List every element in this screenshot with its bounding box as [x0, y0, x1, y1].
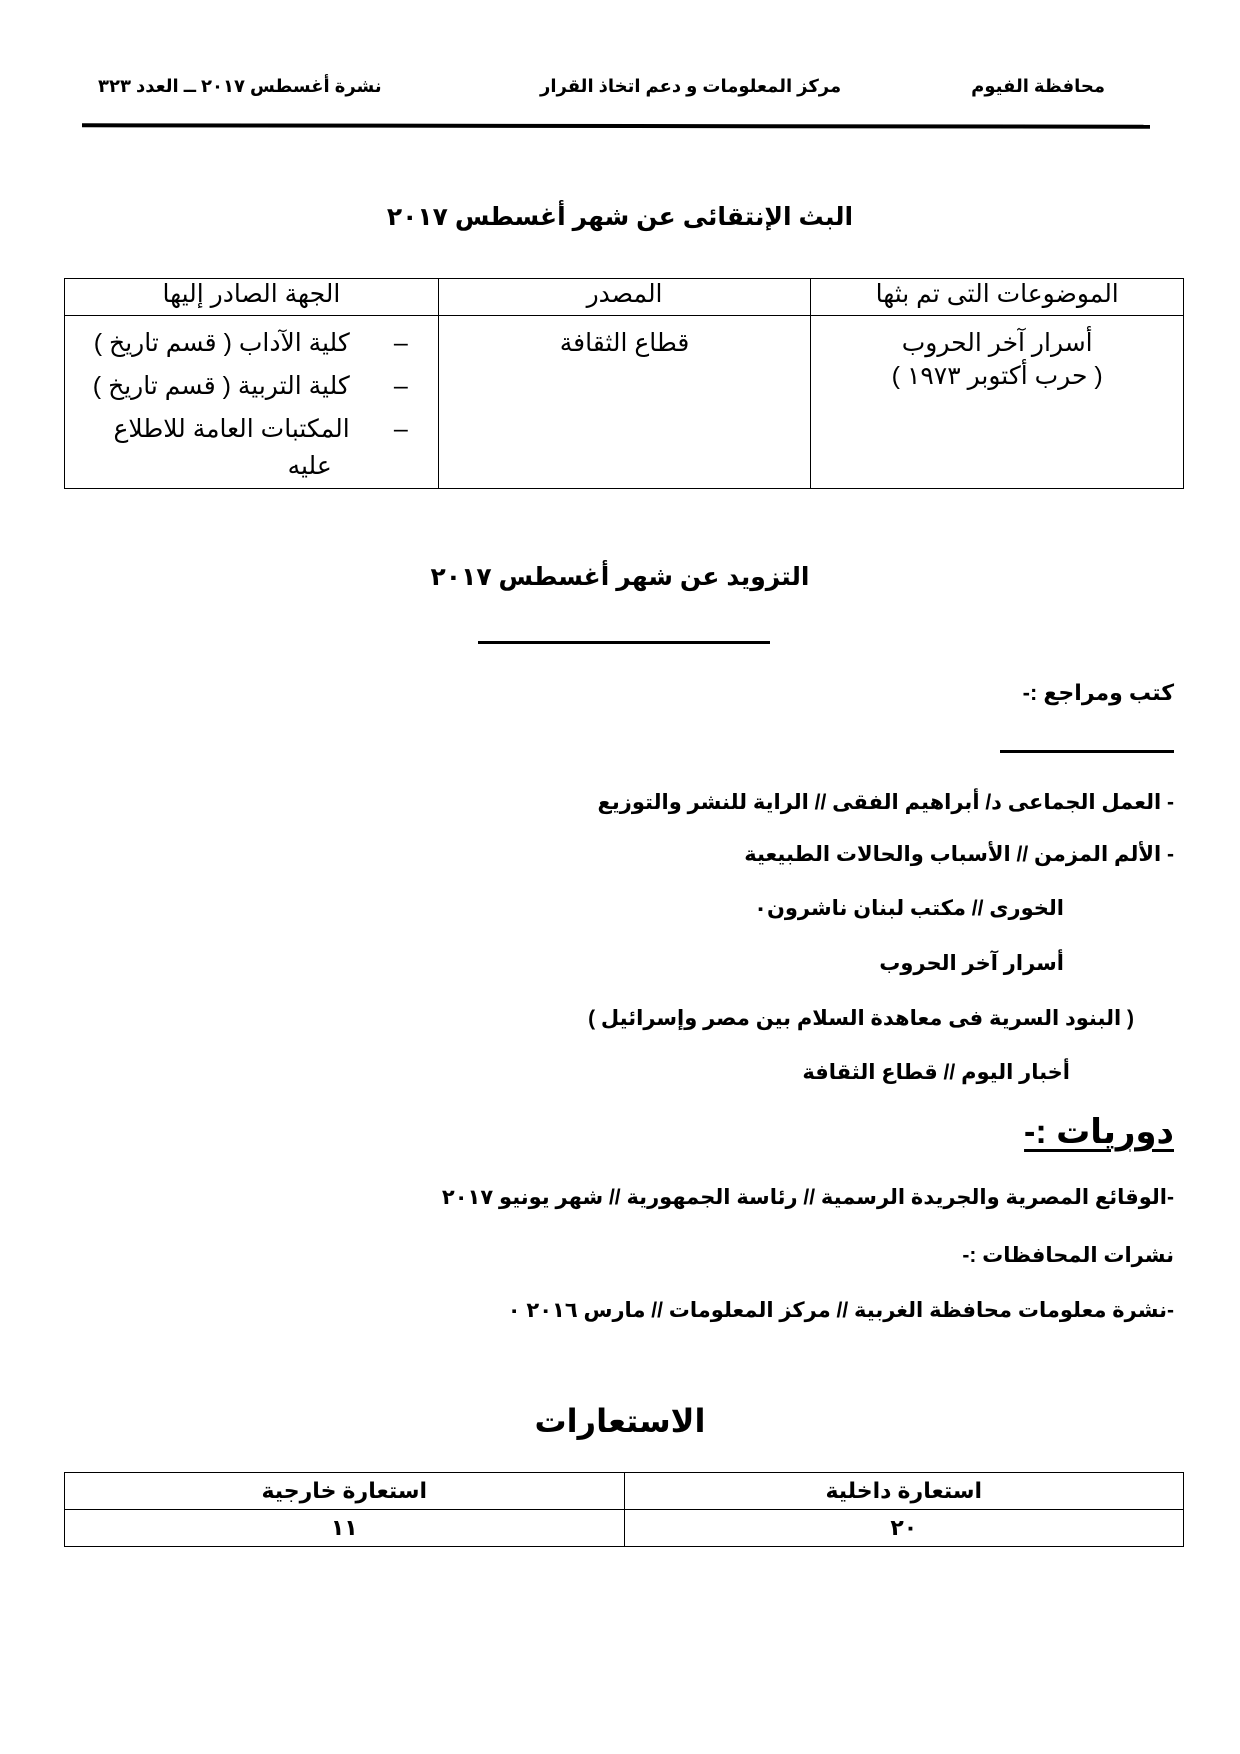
- header-issue: نشرة أغسطس ٢٠١٧ ــ العدد ٣٢٣: [98, 76, 382, 96]
- topic-line: ( حرب أكتوبر ١٩٧٣ ): [891, 362, 1103, 390]
- periodicals-heading: دوريات :-: [1024, 1113, 1174, 1151]
- header-rule: [82, 123, 1150, 128]
- dash-marker: –: [393, 372, 408, 400]
- book-item: الخورى // مكتب لبنان ناشرون٠: [754, 897, 1064, 920]
- broadcast-table: [64, 278, 1184, 489]
- table-row: [65, 316, 1184, 489]
- column-header-recipients: الجهة الصادر إليها: [65, 279, 439, 316]
- external-loans-value: ١١: [65, 1510, 625, 1547]
- periodical-item: -نشرة معلومات محافظة الغربية // مركز المعلومات // مارس ٢٠١٦ ٠: [507, 1299, 1174, 1322]
- book-item: ( البنود السرية فى معاهدة السلام بين مصر وإسرائيل ): [588, 1007, 1134, 1030]
- column-header-topics: الموضوعات التى تم بثها: [811, 279, 1184, 316]
- internal-loans-header: استعارة داخلية: [624, 1473, 1184, 1510]
- external-loans-header: استعارة خارجية: [65, 1473, 625, 1510]
- header-governorate: محافظة الفيوم: [971, 76, 1105, 96]
- internal-loans-value: ٢٠: [624, 1510, 1184, 1547]
- table-row: [65, 1510, 1184, 1547]
- books-heading: كتب ومراجع :-: [1022, 680, 1174, 705]
- list-item: –المكتبات العامة للاطلاع: [73, 408, 408, 451]
- loans-table: [64, 1472, 1184, 1547]
- books-heading-underline: [1000, 750, 1174, 753]
- recipients-cell: [65, 316, 439, 489]
- broadcast-title: البث الإنتقائى عن شهر أغسطس ٢٠١٧: [386, 203, 854, 231]
- governorates-heading: نشرات المحافظات :-: [962, 1244, 1174, 1267]
- acquisition-title: التزويد عن شهر أغسطس ٢٠١٧: [430, 563, 810, 591]
- header-center-name: مركز المعلومات و دعم اتخاذ القرار: [540, 76, 842, 96]
- source-cell: [438, 316, 811, 489]
- table-header-row: [65, 279, 1184, 316]
- list-item: –كلية الآداب ( قسم تاريخ ): [73, 322, 408, 365]
- loans-title: الاستعارات: [534, 1403, 706, 1439]
- list-item: –كلية التربية ( قسم تاريخ ): [73, 365, 408, 408]
- book-item: - العمل الجماعى د/ أبراهيم الفقى // الراية للنشر والتوزيع: [597, 791, 1174, 814]
- topic-line: أسرار آخر الحروب: [901, 329, 1093, 357]
- table-header-row: [65, 1473, 1184, 1510]
- periodical-item: -الوقائع المصرية والجريدة الرسمية // رئاسة الجمهورية // شهر يونيو ٢٠١٧: [441, 1186, 1174, 1209]
- topic-cell: [811, 316, 1184, 489]
- column-header-source: المصدر: [438, 279, 811, 316]
- list-item-continuation: عليه: [287, 452, 332, 480]
- book-item: أخبار اليوم // قطاع الثقافة: [802, 1061, 1070, 1084]
- dash-marker: –: [393, 415, 408, 443]
- book-item: - الألم المزمن // الأسباب والحالات الطبيعية: [744, 843, 1174, 866]
- book-item: أسرار آخر الحروب: [879, 952, 1064, 975]
- title-underline: [478, 641, 770, 644]
- source-text: قطاع الثقافة: [559, 329, 690, 357]
- dash-marker: –: [393, 329, 408, 357]
